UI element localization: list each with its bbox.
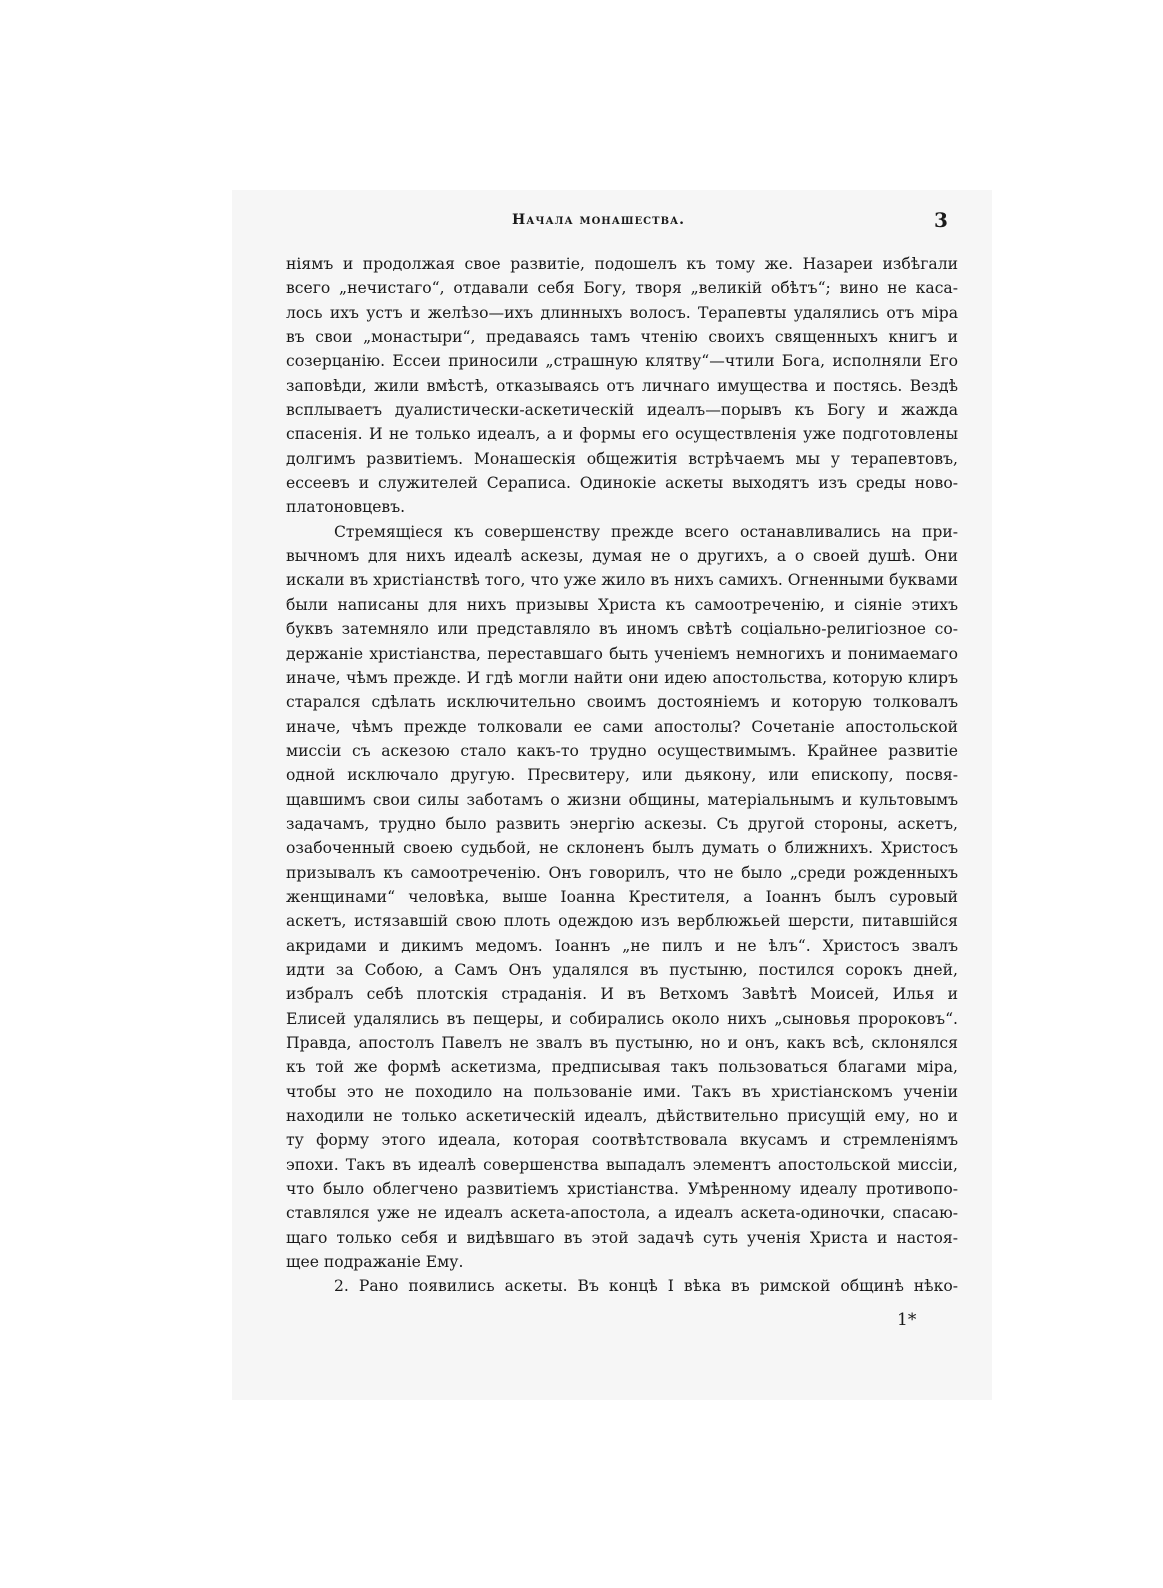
running-head [0, 208, 1163, 242]
text-line: ту форму этого идеала, которая соотвѣтствовала вкусамъ и стремленіямъ [286, 1131, 958, 1150]
text-line: щаго только себя и видѣвшаго въ этой задачѣ суть ученія Христа и настоя- [286, 1228, 958, 1247]
text-line: иначе, чѣмъ прежде толковали ее сами апостолы? Сочетаніе апостольской [286, 717, 958, 736]
text-line: аскетъ, истязавшій свою плоть одеждою изъ верблюжьей шерсти, питавшійся [286, 912, 958, 931]
text-line: что было облегчено развитіемъ христіанства. Умѣренному идеалу противопо- [286, 1180, 958, 1199]
text-line: буквъ затемняло или представляло въ иномъ свѣтѣ соціально-религіозное со- [286, 620, 958, 639]
signature-mark: 1* [897, 1310, 917, 1330]
text-line: эпохи. Такъ въ идеалѣ совершенства выпадалъ элементъ апостольской миссіи, [286, 1155, 958, 1174]
text-line: держаніе христіанства, переставшаго быть ученіемъ немногихъ и понимаемаго [286, 644, 958, 663]
text-line: Елисей удалялись въ пещеры, и собирались около нихъ „сыновья пророковъ“. [286, 1009, 958, 1028]
text-line: всплываетъ дуалистически-аскетическій идеалъ—порывъ къ Богу и жажда [286, 401, 958, 420]
text-line: одной исключало другую. Пресвитеру, или дьякону, или епископу, посвя- [286, 766, 958, 785]
text-line: ставлялся уже не идеалъ аскета-апостола, а идеалъ аскета-одиночки, спасаю- [286, 1204, 958, 1223]
text-line: находили не только аскетическій идеалъ, дѣйствительно присущій ему, но и [286, 1107, 958, 1126]
text-line: акридами и дикимъ медомъ. Іоаннъ „не пилъ и не ѣлъ“. Христосъ звалъ [286, 936, 958, 955]
text-line: спасенія. И не только идеалъ, а и формы его осуществленія уже подготовлены [286, 425, 958, 444]
text-line: щее подражаніе Ему. [286, 1253, 464, 1272]
text-line: въ свои „монастыри“, предаваясь тамъ чтенію своихъ священныхъ книгъ и [286, 328, 958, 347]
text-line: озабоченный своею судьбой, не склоненъ былъ думать о ближнихъ. Христосъ [286, 839, 958, 858]
text-line: искали въ христіанствѣ того, что уже жило въ нихъ самихъ. Огненными буквами [286, 571, 958, 590]
text-line: ессеевъ и служителей Сераписа. Одинокіе аскеты выходятъ изъ среды ново- [286, 474, 958, 493]
text-line: щавшимъ свои силы заботамъ о жизни общины, матеріальнымъ и культовымъ [286, 790, 958, 809]
text-line: Стремящіеся къ совершенству прежде всего останавливались на при- [334, 522, 958, 541]
text-line: миссіи съ аскезою стало какъ-то трудно осуществимымъ. Крайнее развитіе [286, 741, 958, 760]
text-line: задачамъ, трудно было развить энергію аскезы. Съ другой стороны, аскетъ, [286, 814, 958, 833]
text-line: вычномъ для нихъ идеалѣ аскезы, думая не о другихъ, а о своей душѣ. Они [286, 547, 958, 566]
text-line: всего „нечистаго“, отдавали себя Богу, творя „великій обѣтъ“; вино не каса- [286, 279, 958, 298]
running-title: Начала монашества. [512, 212, 686, 228]
text-line: созерцанію. Ессеи приносили „страшную клятву“—чтили Бога, исполняли Его [286, 352, 958, 371]
text-line: къ той же формѣ аскетизма, предписывая такъ пользоваться благами міра, [286, 1058, 958, 1077]
text-line: Правда, апостолъ Павелъ не звалъ въ пустыню, но и онъ, какъ всѣ, склонялся [286, 1034, 958, 1052]
text-line: ніямъ и продолжая свое развитіе, подошелъ къ тому же. Назареи избѣгали [286, 255, 958, 273]
text-line: чтобы это не походило на пользованіе ими. Такъ въ христіанскомъ ученіи [286, 1082, 958, 1101]
text-line: женщинами“ человѣка, выше Іоанна Крестителя, а Іоаннъ былъ суровый [286, 887, 958, 906]
page-number: 3 [934, 208, 948, 232]
text-line: заповѣди, жили вмѣстѣ, отказываясь отъ личнаго имущества и постясь. Вездѣ [286, 376, 958, 395]
text-line: иначе, чѣмъ прежде. И гдѣ могли найти они идею апостольства, которую клиръ [286, 668, 958, 687]
text-line: идти за Собою, а Самъ Онъ удалялся въ пустыню, постился сорокъ дней, [286, 960, 958, 979]
text-line: долгимъ развитіемъ. Монашескія общежитія встрѣчаемъ мы у терапевтовъ, [286, 449, 958, 468]
text-line: старался сдѣлать исключительно своимъ достояніемъ и которую толковалъ [286, 693, 958, 712]
text-line: были написаны для нихъ призывы Христа къ самоотреченію, и сіяніе этихъ [286, 595, 958, 614]
text-line: 2. Рано появились аскеты. Въ концѣ I вѣка въ римской общинѣ нѣко- [334, 1277, 958, 1296]
text-line: лось ихъ устъ и желѣзо—ихъ длинныхъ волосъ. Терапевты удалялись отъ міра [286, 303, 958, 322]
text-line: призывалъ къ самоотреченію. Онъ говорилъ, что не было „среди рожденныхъ [286, 863, 958, 882]
text-line: платоновцевъ. [286, 498, 406, 517]
text-line: избралъ себѣ плотскія страданія. И въ Ветхомъ Завѣтѣ Моисей, Илья и [286, 985, 958, 1004]
body-text [286, 252, 958, 1299]
